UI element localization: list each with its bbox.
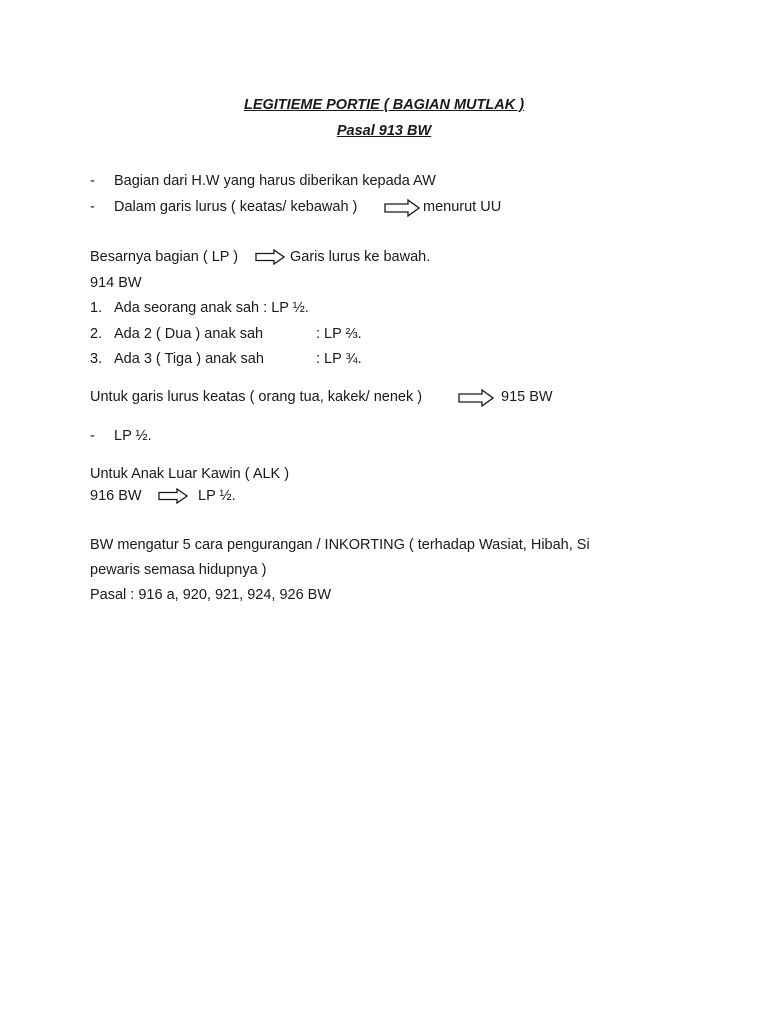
article-914: 914 BW xyxy=(90,275,142,291)
list-item-number: 3. xyxy=(90,351,103,367)
inkorting-line-3: Pasal : 916 a, 920, 921, 924, 926 BW xyxy=(90,587,332,603)
besarnya-label: Besarnya bagian ( LP ) xyxy=(90,249,239,265)
alk-result: LP ½. xyxy=(198,488,236,504)
list-item-number: 2. xyxy=(90,326,103,342)
page-subtitle: Pasal 913 BW xyxy=(336,123,432,139)
inkorting-line-2: pewaris semasa hidupnya ) xyxy=(90,562,267,578)
bullet-dash: - xyxy=(90,428,95,444)
keatas-label: Untuk garis lurus keatas ( orang tua, kakek/ nenek ) xyxy=(90,389,423,405)
alk-label: Untuk Anak Luar Kawin ( ALK ) xyxy=(90,466,290,482)
right-arrow-icon xyxy=(384,199,420,217)
right-arrow-icon xyxy=(458,389,494,407)
alk-article: 916 BW xyxy=(90,488,142,504)
right-arrow-icon xyxy=(158,488,188,504)
list-item-text: Ada 2 ( Dua ) anak sah xyxy=(114,326,264,342)
intro-line-2: Dalam garis lurus ( keatas/ kebawah ) xyxy=(114,199,358,215)
inkorting-line-1: BW mengatur 5 cara pengurangan / INKORTING ( terhadap Wasiat, Hibah, Si xyxy=(90,537,590,553)
list-item-text: Ada seorang anak sah : LP ½. xyxy=(114,300,309,316)
besarnya-result: Garis lurus ke bawah. xyxy=(290,249,431,265)
list-item-value: : LP ⅔. xyxy=(316,326,362,342)
list-item-number: 1. xyxy=(90,300,103,316)
bullet-dash: - xyxy=(90,199,95,215)
keatas-item: LP ½. xyxy=(114,428,152,444)
list-item-value: : LP ¾. xyxy=(316,351,362,367)
list-item-text: Ada 3 ( Tiga ) anak sah xyxy=(114,351,264,367)
page-title: LEGITIEME PORTIE ( BAGIAN MUTLAK ) xyxy=(243,97,525,113)
keatas-result: 915 BW xyxy=(501,389,553,405)
intro-line-2-result: menurut UU xyxy=(423,199,502,215)
intro-line-1: Bagian dari H.W yang harus diberikan kepada AW xyxy=(114,173,436,189)
bullet-dash: - xyxy=(90,173,95,189)
right-arrow-icon xyxy=(255,249,285,265)
